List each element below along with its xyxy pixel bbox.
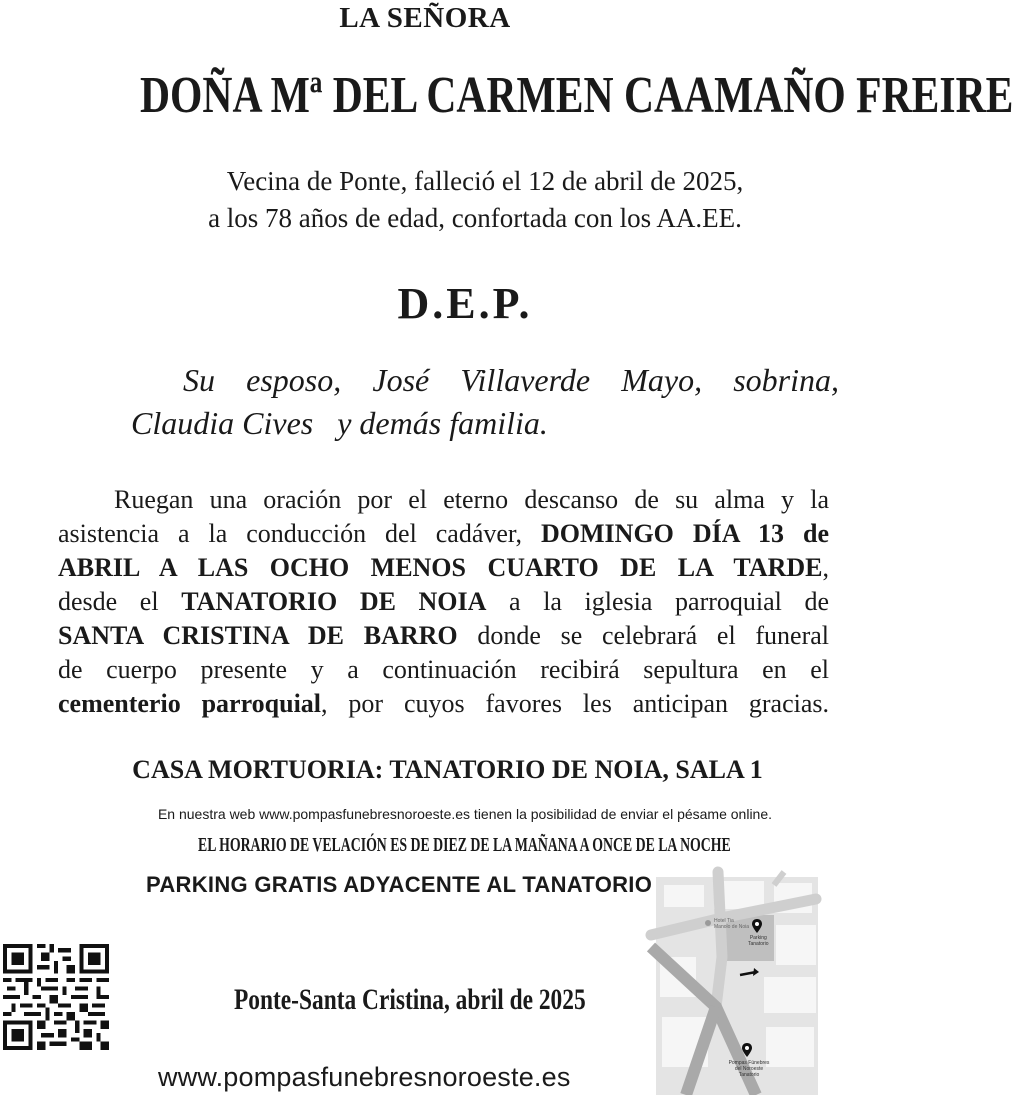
service-text: ,	[822, 553, 829, 582]
death-info-line-2: a los 78 años de edad, confortada con los AA.EE.	[208, 203, 742, 233]
website-link[interactable]: www.pompasfunebresnoroeste.es	[158, 1062, 571, 1092]
service-line-4	[58, 585, 829, 619]
location-map[interactable]	[656, 877, 818, 1095]
service-date-day: DOMINGO DÍA 13 de	[541, 519, 830, 548]
service-line-1	[58, 483, 829, 517]
casa-mortuoria: CASA MORTUORIA: TANATORIO DE NOIA, SALA 1	[132, 755, 763, 784]
service-text: , por cuyos favores les anticipan gracias.	[321, 689, 829, 718]
intro-heading: LA SEÑORA	[339, 2, 511, 34]
service-text: donde se celebrará el funeral	[477, 621, 830, 650]
map-funeral-label	[726, 1060, 772, 1078]
visiting-hours: EL HORARIO DE VELACIÓN ES DE DIEZ DE LA MAÑANA A ONCE DE LA NOCHE	[198, 834, 731, 856]
service-text: a la iglesia parroquial de	[509, 587, 830, 616]
service-cemetery: cementerio parroquial	[58, 689, 322, 718]
dep-heading: D.E.P.	[397, 279, 533, 328]
service-origin: TANATORIO DE NOIA	[181, 587, 487, 616]
service-text: de cuerpo presente y a continuación recibirá sepultura en el	[58, 655, 829, 684]
map-parking-label-1: Parking	[749, 935, 767, 941]
deceased-name: DOÑA Mª DEL CARMEN CAAMAÑO FREIRE	[140, 67, 1013, 124]
map-funeral-label-3: Tanatorio	[738, 1072, 760, 1078]
service-line-5	[58, 619, 829, 653]
service-text: asistencia a la conducción del cadáver,	[58, 519, 523, 548]
map-hotel-label-1: Hotel Tia	[714, 918, 734, 924]
death-info-line-1: Vecina de Ponte, falleció el 12 de abril de 2025,	[226, 166, 744, 196]
service-date-time: ABRIL A LAS OCHO MENOS CUARTO DE LA TARDE	[58, 553, 823, 582]
service-line-3	[58, 551, 829, 585]
service-line-6	[58, 653, 829, 687]
service-line-7	[58, 687, 829, 721]
map-pin-icon	[752, 919, 762, 933]
qr-code-icon[interactable]	[3, 943, 109, 1051]
map-funeral-label-2: del Noroeste	[734, 1066, 764, 1072]
map-pin-icon	[742, 1043, 752, 1057]
service-church: SANTA CRISTINA DE BARRO	[58, 621, 458, 650]
map-funeral-label-1: Pompas Fúnebres	[728, 1060, 770, 1066]
map-parking-label-2: Tanatorio	[748, 941, 769, 947]
map-hotel-label	[714, 918, 749, 930]
parking-note: PARKING GRATIS ADYACENTE AL TANATORIO	[146, 872, 653, 897]
map-parking-label	[748, 935, 769, 947]
web-condolence-note: En nuestra web www.pompasfunebresnoroeste.es tienen la posibilidad de enviar el pésame online.	[157, 806, 773, 822]
service-text: Ruegan una oración por el eterno descanso de su alma y la	[114, 485, 829, 514]
service-line-2	[58, 517, 829, 551]
map-hotel-label-2: Manolo de Noia	[714, 924, 750, 930]
family-line-2: Claudia Cives y demás familia.	[131, 405, 548, 441]
place-date: Ponte-Santa Cristina, abril de 2025	[234, 983, 586, 1016]
family-line-1: Su esposo, José Villaverde Mayo, sobrina,	[183, 362, 839, 398]
service-text: desde el	[58, 587, 159, 616]
